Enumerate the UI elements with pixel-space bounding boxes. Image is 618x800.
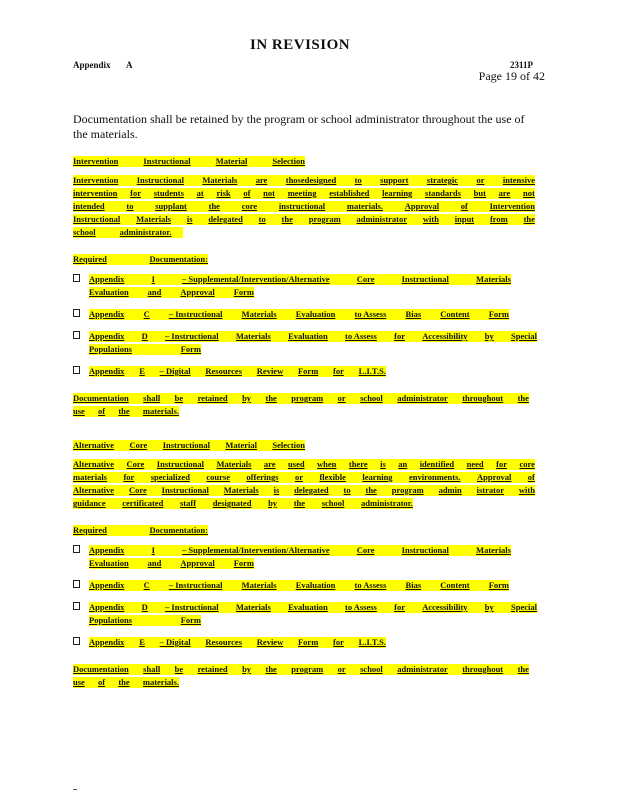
word: Instructional xyxy=(73,214,121,224)
word: to Assess xyxy=(354,309,387,319)
word: delegated xyxy=(208,214,243,224)
appendix-item-line xyxy=(89,637,386,648)
word: specialized xyxy=(150,472,190,482)
word: standards xyxy=(425,188,461,198)
word: Review xyxy=(256,366,284,376)
word: Evaluation xyxy=(89,558,129,568)
word: Accessibility xyxy=(422,331,468,341)
word: Alternative xyxy=(73,440,115,450)
word: Materials xyxy=(241,580,277,590)
word: Materials xyxy=(476,545,511,555)
word: Special xyxy=(510,602,537,612)
word: Appendix xyxy=(89,366,125,376)
appendix-letter: A xyxy=(126,60,133,70)
word: Bias xyxy=(405,309,422,319)
word: Instructional xyxy=(136,175,184,185)
appendix-item-line xyxy=(89,287,254,298)
word: to Assess xyxy=(344,331,377,341)
word: Resources xyxy=(205,366,243,376)
word: to xyxy=(258,214,266,224)
word: Accessibility xyxy=(422,602,468,612)
word: administrator. xyxy=(119,227,172,237)
word: to xyxy=(126,201,134,211)
word: for xyxy=(130,188,141,198)
word: Form xyxy=(180,344,201,354)
word: or xyxy=(294,472,303,482)
word: throughout xyxy=(462,393,504,403)
word: strategic xyxy=(426,175,459,185)
word: certificated xyxy=(122,498,164,508)
word: Alternative xyxy=(73,459,115,469)
word: retained xyxy=(197,393,228,403)
word: intensive xyxy=(502,175,535,185)
word: of xyxy=(527,472,535,482)
word: Required xyxy=(73,525,107,535)
word: Materials xyxy=(235,602,271,612)
word: the xyxy=(118,406,130,416)
retention-line xyxy=(73,677,179,688)
word: C xyxy=(143,580,150,590)
appendix-item-line xyxy=(89,615,201,626)
checkbox-bullet-icon xyxy=(73,580,80,588)
word: with xyxy=(422,214,439,224)
word: the xyxy=(208,201,220,211)
word: Instructional xyxy=(401,274,449,284)
word: Documentation xyxy=(73,664,129,674)
section2-heading xyxy=(73,440,305,451)
word: there xyxy=(348,459,368,469)
word: Materials xyxy=(223,485,259,495)
word: Documentation xyxy=(73,393,129,403)
word: Appendix xyxy=(89,637,125,647)
word: by xyxy=(242,393,252,403)
word: Form xyxy=(297,366,319,376)
word: Selection xyxy=(272,156,305,166)
word: for xyxy=(333,366,344,376)
word: C xyxy=(143,309,150,319)
word: Intervention xyxy=(489,201,535,211)
word: Core xyxy=(356,274,375,284)
checkbox-bullet-icon xyxy=(73,331,80,339)
body-line xyxy=(73,459,535,470)
word: of xyxy=(460,201,468,211)
word: program xyxy=(291,664,324,674)
word: for xyxy=(123,472,135,482)
word: Core xyxy=(128,485,147,495)
word: retained xyxy=(197,664,228,674)
word: program xyxy=(391,485,424,495)
body-line xyxy=(73,472,535,483)
word: be xyxy=(174,664,184,674)
word: administrator xyxy=(356,214,408,224)
word: by xyxy=(242,664,252,674)
word: to Assess xyxy=(354,580,387,590)
word: admin xyxy=(438,485,462,495)
word: are xyxy=(263,459,276,469)
word: environments. xyxy=(409,472,461,482)
word: Approval xyxy=(404,201,440,211)
word: supplant xyxy=(155,201,187,211)
word: D xyxy=(141,602,148,612)
word: Form xyxy=(488,309,509,319)
word: the xyxy=(517,664,529,674)
word: Alternative xyxy=(73,485,115,495)
word: shall xyxy=(143,393,161,403)
word: instructional xyxy=(278,201,326,211)
word: core xyxy=(241,201,258,211)
word: meeting xyxy=(287,188,317,198)
word: for xyxy=(394,331,405,341)
word: be xyxy=(174,393,184,403)
word: program xyxy=(291,393,324,403)
word: Materials xyxy=(235,331,271,341)
word: an xyxy=(398,459,408,469)
word: are xyxy=(255,175,268,185)
checkbox-bullet-icon xyxy=(73,309,80,317)
word: staff xyxy=(179,498,197,508)
word: and xyxy=(147,287,162,297)
word: or xyxy=(476,175,485,185)
footer-mark xyxy=(73,789,77,790)
appendix-item-line xyxy=(89,545,511,556)
word: Evaluation xyxy=(295,580,336,590)
word: – Digital xyxy=(159,366,191,376)
word: Appendix xyxy=(89,602,125,612)
word: Form xyxy=(233,287,254,297)
word: students xyxy=(153,188,184,198)
word: for xyxy=(496,459,507,469)
word: throughout xyxy=(462,664,504,674)
word: – Instructional xyxy=(165,331,219,341)
checkbox-bullet-icon xyxy=(73,274,80,282)
word: L.I.T.S. xyxy=(358,366,386,376)
word: Materials xyxy=(202,175,238,185)
word: program xyxy=(308,214,341,224)
word: the xyxy=(523,214,535,224)
word: Populations xyxy=(89,615,132,625)
word: with xyxy=(518,485,535,495)
word: are xyxy=(498,188,511,198)
word: school xyxy=(360,664,383,674)
word: course xyxy=(206,472,230,482)
word: to Assess xyxy=(344,602,377,612)
word: risk xyxy=(216,188,231,198)
word: by xyxy=(484,602,494,612)
word: school xyxy=(73,227,96,237)
word: materials. xyxy=(142,677,179,687)
word: but xyxy=(473,188,486,198)
word: I xyxy=(151,274,155,284)
word: at xyxy=(196,188,204,198)
word: learning xyxy=(382,188,413,198)
word: E xyxy=(139,366,145,376)
word: offerings xyxy=(246,472,279,482)
word: delegated xyxy=(294,485,329,495)
word: materials. xyxy=(346,201,383,211)
body-line xyxy=(73,188,535,199)
word: – Instructional xyxy=(165,602,219,612)
word: Evaluation xyxy=(295,309,336,319)
intro-paragraph: Documentation shall be retained by the program or school administrator throughout the use of the materials. xyxy=(73,112,525,141)
word: Appendix xyxy=(89,545,125,555)
word: Materials xyxy=(476,274,511,284)
appendix-item-line xyxy=(89,309,509,320)
body-line xyxy=(73,498,413,509)
word: core xyxy=(519,459,535,469)
word: to xyxy=(354,175,362,185)
appendix-item-line xyxy=(89,344,201,355)
word: Approval xyxy=(477,472,512,482)
word: Material xyxy=(225,440,257,450)
word: shall xyxy=(143,664,161,674)
word: learning xyxy=(362,472,393,482)
word: by xyxy=(268,498,278,508)
word: administrator xyxy=(397,664,448,674)
word: Appendix xyxy=(89,331,125,341)
word: Intervention xyxy=(73,175,119,185)
word: when xyxy=(317,459,337,469)
word: Instructional xyxy=(401,545,449,555)
word: Form xyxy=(297,637,319,647)
word: – Instructional xyxy=(168,309,223,319)
word: Approval xyxy=(180,287,215,297)
body-line xyxy=(73,214,535,225)
appendix-item-line xyxy=(89,602,537,613)
word: – Supplemental/Intervention/Alternative xyxy=(182,274,330,284)
word: or xyxy=(337,393,346,403)
word: Materials xyxy=(241,309,277,319)
word: not xyxy=(263,188,275,198)
word: the xyxy=(265,664,277,674)
word: input xyxy=(454,214,475,224)
word: the xyxy=(365,485,377,495)
word: need xyxy=(466,459,484,469)
word: the xyxy=(517,393,529,403)
word: Core xyxy=(126,459,145,469)
word: of xyxy=(98,677,106,687)
word: Review xyxy=(256,637,284,647)
appendix-label: Appendix xyxy=(73,60,111,70)
appendix-item-line xyxy=(89,580,509,591)
word: Core xyxy=(129,440,148,450)
checkbox-bullet-icon xyxy=(73,366,80,374)
word: Populations xyxy=(89,344,132,354)
appendix-item-line xyxy=(89,331,537,342)
word: I xyxy=(151,545,155,555)
word: use xyxy=(73,406,85,416)
word: by xyxy=(484,331,494,341)
word: administrator. xyxy=(361,498,413,508)
page-title: IN REVISION xyxy=(250,37,351,53)
word: Appendix xyxy=(89,309,125,319)
appendix-item-line xyxy=(89,366,386,377)
required-documentation-label xyxy=(73,525,208,536)
word: not xyxy=(523,188,535,198)
word: Evaluation xyxy=(288,602,328,612)
word: Appendix xyxy=(89,580,125,590)
word: flexible xyxy=(319,472,346,482)
retention-line xyxy=(73,406,179,417)
required-documentation-label xyxy=(73,254,208,265)
word: is xyxy=(186,214,193,224)
word: is xyxy=(380,459,386,469)
word: used xyxy=(288,459,305,469)
word: Appendix xyxy=(89,274,125,284)
word: intended xyxy=(73,201,105,211)
word: Form xyxy=(233,558,254,568)
word: the xyxy=(265,393,277,403)
word: Form xyxy=(180,615,201,625)
word: for xyxy=(333,637,344,647)
word: from xyxy=(489,214,508,224)
word: intervention xyxy=(73,188,118,198)
word: of xyxy=(98,406,106,416)
word: use xyxy=(73,677,85,687)
body-line xyxy=(73,227,183,238)
word: Evaluation xyxy=(89,287,129,297)
word: school xyxy=(360,393,383,403)
word: the xyxy=(293,498,306,508)
word: the xyxy=(281,214,293,224)
word: – Digital xyxy=(159,637,191,647)
word: Instructional xyxy=(162,440,210,450)
word: designated xyxy=(212,498,252,508)
word: is xyxy=(273,485,280,495)
word: established xyxy=(329,188,370,198)
word: administrator xyxy=(397,393,448,403)
word: E xyxy=(139,637,145,647)
word: – Instructional xyxy=(168,580,223,590)
appendix-item-line xyxy=(89,274,511,285)
word: Evaluation xyxy=(288,331,328,341)
word: support xyxy=(380,175,409,185)
checkbox-bullet-icon xyxy=(73,637,80,645)
word: Special xyxy=(510,331,537,341)
body-line xyxy=(73,175,535,186)
word: D xyxy=(141,331,148,341)
word: school xyxy=(321,498,345,508)
word: – Supplemental/Intervention/Alternative xyxy=(182,545,330,555)
word: Content xyxy=(440,580,470,590)
word: Materials xyxy=(216,459,252,469)
page-number: Page 19 of 42 xyxy=(478,69,545,83)
word: to xyxy=(343,485,351,495)
word: istrator xyxy=(476,485,505,495)
word: guidance xyxy=(73,498,106,508)
word: of xyxy=(243,188,251,198)
word: Selection xyxy=(272,440,305,450)
section1-heading xyxy=(73,156,305,167)
checkbox-bullet-icon xyxy=(73,545,80,553)
word: Documentation: xyxy=(149,525,208,535)
word: Instructional xyxy=(161,485,209,495)
word: thosedesigned xyxy=(285,175,337,185)
checkbox-bullet-icon xyxy=(73,602,80,610)
word: identified xyxy=(419,459,455,469)
word: Required xyxy=(73,254,107,264)
word: Approval xyxy=(180,558,215,568)
word: Intervention xyxy=(73,156,119,166)
word: Material xyxy=(215,156,248,166)
retention-line xyxy=(73,664,529,675)
word: Content xyxy=(440,309,470,319)
retention-line xyxy=(73,393,529,404)
word: Bias xyxy=(405,580,422,590)
body-line xyxy=(73,201,535,212)
word: Instructional xyxy=(156,459,205,469)
word: Resources xyxy=(205,637,243,647)
word: for xyxy=(394,602,405,612)
word: L.I.T.S. xyxy=(358,637,386,647)
word: the xyxy=(118,677,130,687)
word: Instructional xyxy=(143,156,191,166)
word: or xyxy=(337,664,346,674)
word: Documentation: xyxy=(149,254,208,264)
word: Materials xyxy=(136,214,171,224)
word: Core xyxy=(356,545,375,555)
policy-code: 2311P xyxy=(510,60,534,70)
appendix-item-line xyxy=(89,558,254,569)
body-line xyxy=(73,485,535,496)
word: materials xyxy=(73,472,107,482)
word: Form xyxy=(488,580,509,590)
word: and xyxy=(147,558,162,568)
word: materials. xyxy=(142,406,179,416)
